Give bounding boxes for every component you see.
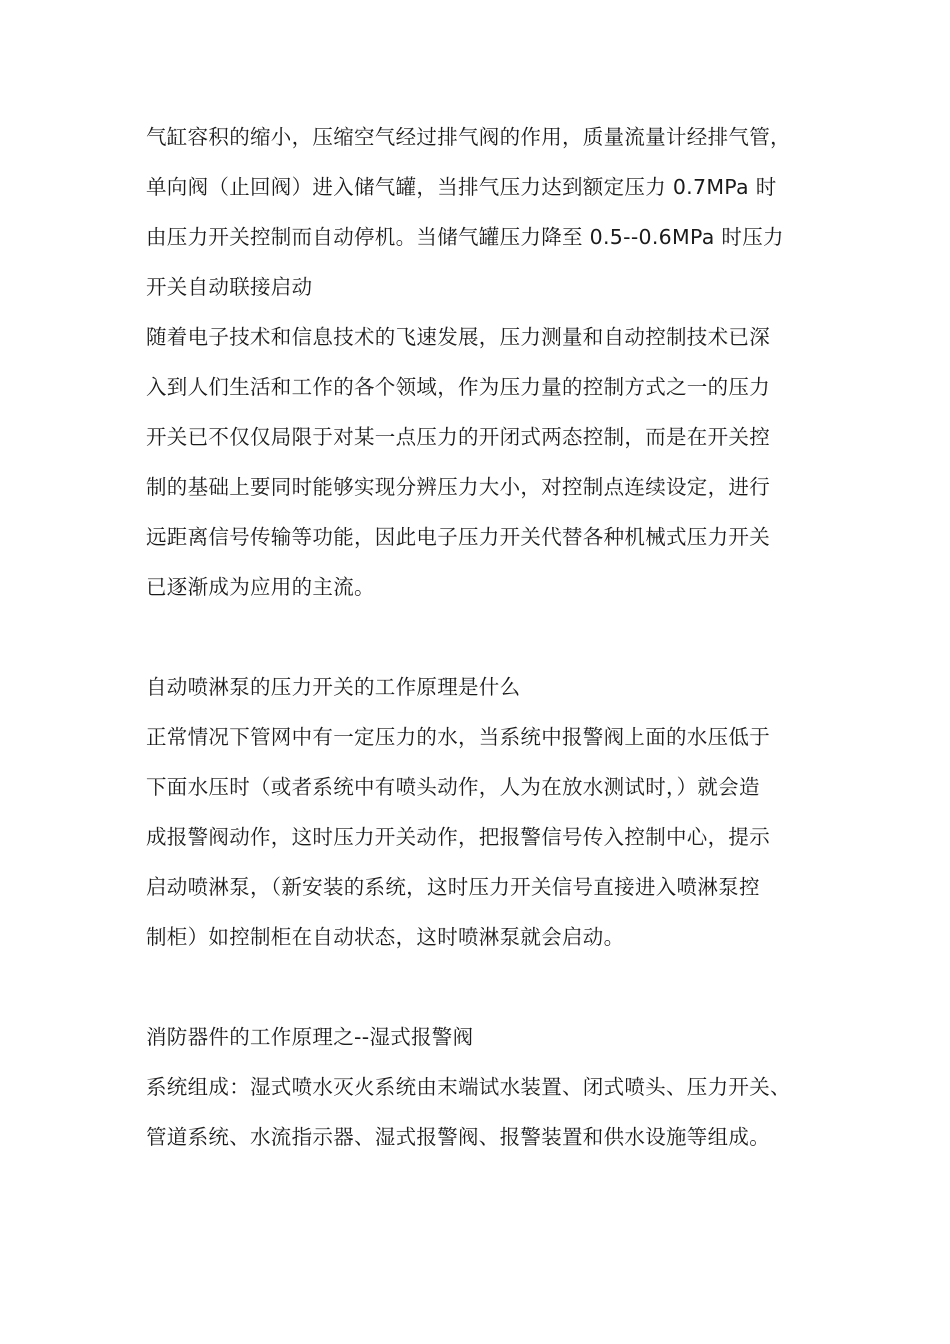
blank-line <box>146 962 811 1012</box>
paragraph-compressor-cycle <box>146 112 811 312</box>
text-line: 开关自动联接启动 <box>146 275 313 299</box>
text-line: 已逐渐成为应用的主流。 <box>146 575 375 599</box>
text-line: 制柜）如控制柜在自动状态，这时喷淋泵就会启动。 <box>146 925 625 949</box>
text-line: 远距离信号传输等功能，因此电子压力开关代替各种机械式压力开关 <box>146 525 770 549</box>
text-line: 下面水压时（或者系统中有喷头动作，人为在放水测试时，）就会造 <box>146 775 760 799</box>
text-line: 单向阀（止回阀）进入储气罐，当排气压力达到额定压力 0.7MPa 时 <box>146 175 777 199</box>
section-heading-sprinkler-pump: 自动喷淋泵的压力开关的工作原理是什么 <box>146 675 521 699</box>
text-line: 开关已不仅仅局限于对某一点压力的开闭式两态控制，而是在开关控 <box>146 425 770 449</box>
blank-line <box>146 612 811 662</box>
text-line: 管道系统、水流指示器、湿式报警阀、报警装置和供水设施等组成。 <box>146 1125 770 1149</box>
text-line: 制的基础上要同时能够实现分辨压力大小，对控制点连续设定，进行 <box>146 475 770 499</box>
paragraph-system-composition <box>146 1062 811 1162</box>
text-line: 随着电子技术和信息技术的飞速发展，压力测量和自动控制技术已深 <box>146 325 770 349</box>
text-line: 气缸容积的缩小，压缩空气经过排气阀的作用，质量流量计经排气管， <box>146 125 791 149</box>
text-line: 由压力开关控制而自动停机。当储气罐压力降至 0.5--0.6MPa 时压力 <box>146 225 784 249</box>
text-line: 正常情况下管网中有一定压力的水，当系统中报警阀上面的水压低于 <box>146 725 770 749</box>
paragraph-sprinkler-pump <box>146 712 811 962</box>
document-body <box>146 112 811 1162</box>
text-line: 启动喷淋泵，（新安装的系统，这时压力开关信号直接进入喷淋泵控 <box>146 875 760 899</box>
section-heading-wet-alarm-valve: 消防器件的工作原理之--湿式报警阀 <box>146 1025 474 1049</box>
text-line: 成报警阀动作，这时压力开关动作，把报警信号传入控制中心，提示 <box>146 825 770 849</box>
text-line: 系统组成：湿式喷水灭火系统由末端试水装置、闭式喷头、压力开关、 <box>146 1075 791 1099</box>
text-line: 入到人们生活和工作的各个领域，作为压力量的控制方式之一的压力 <box>146 375 770 399</box>
paragraph-electronic-switch <box>146 312 811 612</box>
